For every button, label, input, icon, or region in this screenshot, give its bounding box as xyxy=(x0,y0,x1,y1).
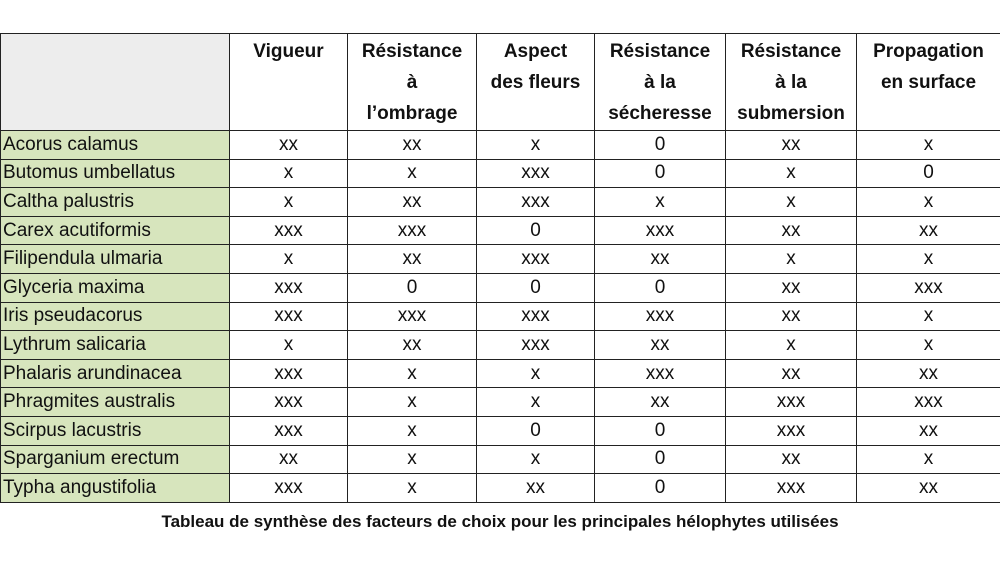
table-row xyxy=(1,159,1000,188)
rating-cell: xxx xyxy=(230,359,348,388)
rating-cell: xxx xyxy=(595,216,726,245)
rating-cell: xxx xyxy=(857,388,1000,417)
table-row xyxy=(1,131,1000,160)
rating-cell: xxx xyxy=(477,331,595,360)
rating-cell: xxx xyxy=(726,388,857,417)
table-row xyxy=(1,445,1000,474)
rating-cell: xxx xyxy=(230,474,348,503)
table-body xyxy=(1,131,1000,503)
rating-cell: 0 xyxy=(595,131,726,160)
rating-cell: xx xyxy=(857,216,1000,245)
column-header-resistance-a-la-secheresse: Résistance à la sécheresse xyxy=(595,34,726,131)
rating-cell: 0 xyxy=(477,273,595,302)
column-header-propagation-en-surface: Propagation en surface xyxy=(857,34,1000,131)
rating-cell: xx xyxy=(348,188,477,217)
rating-cell: xx xyxy=(348,245,477,274)
rating-cell: x xyxy=(857,302,1000,331)
rating-cell: x xyxy=(477,131,595,160)
rating-cell: xx xyxy=(477,474,595,503)
rating-cell: x xyxy=(230,188,348,217)
rating-cell: xx xyxy=(595,331,726,360)
rating-cell: xx xyxy=(726,273,857,302)
table-caption: Tableau de synthèse des facteurs de choix pour les principales hélophytes utilisées xyxy=(161,512,839,531)
rating-cell: xx xyxy=(595,388,726,417)
table-row xyxy=(1,388,1000,417)
rating-cell: xxx xyxy=(477,188,595,217)
rating-cell: x xyxy=(230,331,348,360)
species-name-cell: Iris pseudacorus xyxy=(1,302,230,331)
rating-cell: xx xyxy=(726,216,857,245)
rating-cell: xxx xyxy=(348,302,477,331)
rating-cell: xx xyxy=(857,474,1000,503)
rating-cell: xx xyxy=(230,445,348,474)
rating-cell: 0 xyxy=(477,416,595,445)
rating-cell: 0 xyxy=(348,273,477,302)
species-name-cell: Lythrum salicaria xyxy=(1,331,230,360)
table-row xyxy=(1,416,1000,445)
species-name-cell: Carex acutiformis xyxy=(1,216,230,245)
rating-cell: x xyxy=(477,359,595,388)
rating-cell: x xyxy=(230,245,348,274)
rating-cell: x xyxy=(348,474,477,503)
rating-cell: xxx xyxy=(230,302,348,331)
table-row xyxy=(1,331,1000,360)
rating-cell: xxx xyxy=(595,359,726,388)
column-header-resistance-a-la-submersion: Résistance à la submersion xyxy=(726,34,857,131)
rating-cell: x xyxy=(726,188,857,217)
rating-cell: x xyxy=(726,159,857,188)
rating-cell: 0 xyxy=(595,445,726,474)
column-header-resistance-a-lombrage: Résistance à l’ombrage xyxy=(348,34,477,131)
synthesis-table xyxy=(0,33,1000,503)
column-header-vigueur: Vigueur xyxy=(230,34,348,131)
rating-cell: x xyxy=(230,159,348,188)
rating-cell: x xyxy=(477,445,595,474)
table-row xyxy=(1,245,1000,274)
rating-cell: x xyxy=(726,245,857,274)
species-name-cell: Caltha palustris xyxy=(1,188,230,217)
rating-cell: x xyxy=(348,416,477,445)
rating-cell: xx xyxy=(857,416,1000,445)
rating-cell: xxx xyxy=(857,273,1000,302)
species-name-cell: Filipendula ulmaria xyxy=(1,245,230,274)
rating-cell: x xyxy=(726,331,857,360)
species-name-cell: Acorus calamus xyxy=(1,131,230,160)
rating-cell: xxx xyxy=(477,159,595,188)
rating-cell: xx xyxy=(230,131,348,160)
rating-cell: xxx xyxy=(348,216,477,245)
rating-cell: 0 xyxy=(595,159,726,188)
rating-cell: xxx xyxy=(230,216,348,245)
rating-cell: xxx xyxy=(230,388,348,417)
rating-cell: 0 xyxy=(857,159,1000,188)
rating-cell: xx xyxy=(726,359,857,388)
species-name-cell: Butomus umbellatus xyxy=(1,159,230,188)
header-row xyxy=(1,34,1000,131)
rating-cell: x xyxy=(595,188,726,217)
rating-cell: xxx xyxy=(726,474,857,503)
rating-cell: xx xyxy=(726,131,857,160)
species-name-cell: Sparganium erectum xyxy=(1,445,230,474)
table-row xyxy=(1,359,1000,388)
rating-cell: x xyxy=(477,388,595,417)
rating-cell: x xyxy=(857,131,1000,160)
rating-cell: x xyxy=(857,245,1000,274)
rating-cell: x xyxy=(857,331,1000,360)
rating-cell: xx xyxy=(595,245,726,274)
rating-cell: xxx xyxy=(477,302,595,331)
rating-cell: 0 xyxy=(595,273,726,302)
rating-cell: xx xyxy=(348,131,477,160)
species-name-cell: Phragmites australis xyxy=(1,388,230,417)
header-corner-cell xyxy=(1,34,230,131)
table-row xyxy=(1,474,1000,503)
rating-cell: xxx xyxy=(230,273,348,302)
rating-cell: x xyxy=(348,388,477,417)
species-name-cell: Scirpus lacustris xyxy=(1,416,230,445)
rating-cell: x xyxy=(857,445,1000,474)
rating-cell: xx xyxy=(857,359,1000,388)
rating-cell: x xyxy=(348,359,477,388)
rating-cell: 0 xyxy=(595,474,726,503)
table-row xyxy=(1,302,1000,331)
table-row xyxy=(1,273,1000,302)
rating-cell: 0 xyxy=(477,216,595,245)
species-name-cell: Phalaris arundinacea xyxy=(1,359,230,388)
rating-cell: 0 xyxy=(595,416,726,445)
table-row xyxy=(1,216,1000,245)
rating-cell: xx xyxy=(726,445,857,474)
table-header xyxy=(1,34,1000,131)
rating-cell: xx xyxy=(726,302,857,331)
species-name-cell: Glyceria maxima xyxy=(1,273,230,302)
rating-cell: xxx xyxy=(726,416,857,445)
rating-cell: xxx xyxy=(230,416,348,445)
rating-cell: xxx xyxy=(477,245,595,274)
rating-cell: x xyxy=(348,159,477,188)
rating-cell: x xyxy=(348,445,477,474)
rating-cell: xx xyxy=(348,331,477,360)
rating-cell: xxx xyxy=(595,302,726,331)
column-header-aspect-des-fleurs: Aspect des fleurs xyxy=(477,34,595,131)
table-row xyxy=(1,188,1000,217)
species-name-cell: Typha angustifolia xyxy=(1,474,230,503)
rating-cell: x xyxy=(857,188,1000,217)
